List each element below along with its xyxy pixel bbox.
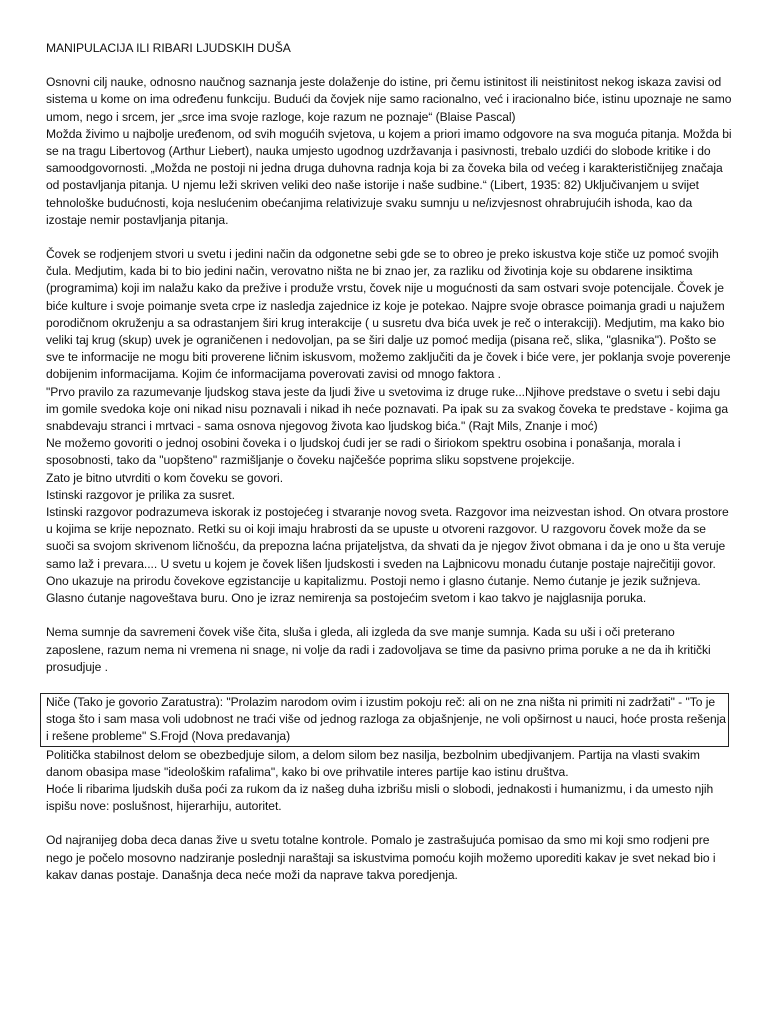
paragraph-human-nature: Ne možemo govoriti o jednoj osobini čoveka i o ljudskoj ćudi jer se radi o širiokom spektru osobina i ponašanja, morala i sposobnosti, tako da "uopšteno" razmišljanje o čoveku najčešće poprima sliku sopstvene projekcije. — [46, 436, 681, 468]
quote-text: Niče (Tako je govorio Zaratustra): "Prolazim narodom ovim i izustim pokoju reč: ali on ne zna ništa ni primiti ni zadržati" - "To je stoga što i sam masa voli udobnost ne traći više od jednog razloga za objašnjenje, ne voli opširnost u nauci, hoće prosta rešenja i rešene probleme" S.Frojd (Nova predavanja) — [46, 694, 726, 744]
document-page — [46, 40, 736, 884]
paragraph-senses: Čovek se rodjenjem stvori u svetu i jedini način da odgonetne sebi gde se to obreo je preko iskustva koje stiče uz pomoć svojih čula. Medjutim, kada bi to bio jedini način, verovatno ništa ne bi znao jer, za razliku od životinja koje su obdarene insiktima (programima) koji im nalažu kako da prežive i produže vrstu, čovek nije u mogućnosti da sam ostvari svoje potencijale. Čovek je biće kulture i svoje poimanje sveta crpe iz nasledja zajednice iz koje je potekao. Najpre svoje obrasce poimanja gradi u najužem porodičnom okruženju a sa odrastanjem širi krug interakcije ( u susretu dva bića uvek je reč o interakciji). Medjutim, ma kako bio veliki taj krug (skup) uvek je ograničenen i nedovoljan, pa se širi dalje uz pomoć medija (pisana reč, slika, "glasnika"). Pošto se sve te informacije ne mogu biti proverene ličnim iskusvom, možemo zaključiti da je čovek i biće vere, jer poklanja svoje poverenje dobijenim informacijama. Kojim će informacijama poverovati zavisi od mnogo faktora . — [46, 247, 731, 382]
paragraph-mills-quote: "Prvo pravilo za razumevanje ljudskog stava jeste da ljudi žive u svetovima iz druge ruke...Njihove predstave o svetu i sebi daju im gomile svedoka koje oni nikad nisu poznavali i nikad ih neće poznavati. Pa ipak su za svakog čoveka te predstave - kojima ga snabdevaju stranci i mrtvaci - sama osnova njegovog života kao ljudskog bića." (Rajt Mils, Znanje i moć) — [46, 384, 729, 434]
paragraph-total-control: Od najranijeg doba deca danas žive u svetu totalne kontrole. Pomalo je zastrašujuća pomisao da smo mi koji smo rodjeni pre nego je počelo mosovno nadziranje poslednji naraštaji sa iskustvima pomoću kojih možemo uporediti kakav je svet nekad bio i kakav danas postaje. Današnja deca neće moži da naprave takva poredjenja. — [46, 833, 716, 882]
paragraph-conversation: Istinski razgovor podrazumeva iskorak iz postojećeg i stvaranje novog sveta. Razgovor ima neizvestan ishod. On otvara prostore u kojima se krije nepoznato. Retki su oi koji imaju hrabrosti da se upuste u otvoreni razgovor. U razgovoru čovek može da se suoči sa svojom skrivenom ličnošću, da prepozna laćna prijateljstva, da shvati da je njegov život obmana i da je ono u šta veruje samo laž i prevara.... U svetu u kojem je čovek lišen ljudskosti i sveden na Lajbnicovu monadu ćutanje postaje najrečitiji govor. Ono ukazuje na prirodu čovekove egzistancije u kapitalizmu. Postoji nemo i glasno ćutanje. Nemo ćutanje je jezik sužnjeva. Glasno ćutanje nagoveštava buru. Ono je izraz nemirenja sa postojećim svetom i kao takvo je najglasnija poruka. — [46, 505, 729, 606]
paragraph-liebert: Možda živimo u najbolje uređenom, od svih mogućih svjetova, u kojem a priori imamo odgovore na sva moguća pitanja. Možda bi se na tragu Libertovog (Arthur Liebert), nauka umjesto ugodnog uzdržavanja i pasivnosti, trebalo uzdići do slobode kritike i do samoodgovornosti. „Možda ne postoji ni jedna druga duhovna radnja koja bi za čoveka bila od većeg i karakterističnijeg značaja od postavljanja pitanja. U njemu leži skriven veliki deo naše istorije i naše sudbine.“ (Libert, 1935: 82) Uključivanjem u svijet tehnološke budućnosti, koja neslućenim obećanjima relativizuje svaku sumnju u ne/izvjesnost ohrabrujućih ishoda, kao da izostaje nemir postavljanja pitanja. — [46, 126, 732, 227]
nietzsche-freud-quote-box — [40, 693, 729, 747]
paragraph-modern-man: Nema sumnje da savremeni čovek više čita, sluša i gleda, ali izgleda da sve manje sumnja. Kada su uši i oči preterano zaposlene, razum nema ni vremena ni snage, ni volje da radi i zadovoljava se time da pasivno prima poruke a ne da ih kritički prosudjuje . — [46, 625, 711, 674]
paragraph-conversation-meeting: Istinski razgovor je prilika za susret. — [46, 487, 235, 502]
paragraph-which-human: Zato je bitno utvrditi o kom čoveku se govori. — [46, 470, 284, 485]
paragraph-fishers-of-souls: Hoće li ribarima ljudskih duša poći za rukom da iz našeg duha izbrišu misli o slobodi, jednakosti i humanizmu, i da umesto njih ispišu nove: poslušnost, hijerarhiju, autoritet. — [46, 781, 714, 814]
paragraph-intro: Osnovni cilj nauke, odnosno naučnog saznanja jeste dolaženje do istine, pri čemu istinitost ili neistinitost nekog iskaza zavisi od sistema u kome on ima određenu funkciju. Budući da čovjek nije samo racionalno, već i iracionalno biće, istinu upoznaje ne samo umom, nego i srcem, jer „srce ima svoje razloge, koje razum ne poznaje“ (Blaise Pascal) — [46, 75, 732, 124]
paragraph-gap — [46, 676, 736, 693]
paragraph-gap — [46, 607, 736, 624]
document-title: MANIPULACIJA ILI RIBARI LJUDSKIH DUŠA — [46, 41, 291, 55]
paragraph-gap — [46, 815, 736, 832]
paragraph-political-stability: Politička stabilnost delom se obezbedjuje silom, a delom silom bez nasilja, bezbolnim ubedjivanjem. Partija na vlasti svakim danom obasipa mase "ideološkim rafalima", kako bi ove prihvatile interes partije kao istinu društva. — [46, 747, 700, 779]
paragraph-gap — [46, 229, 736, 246]
